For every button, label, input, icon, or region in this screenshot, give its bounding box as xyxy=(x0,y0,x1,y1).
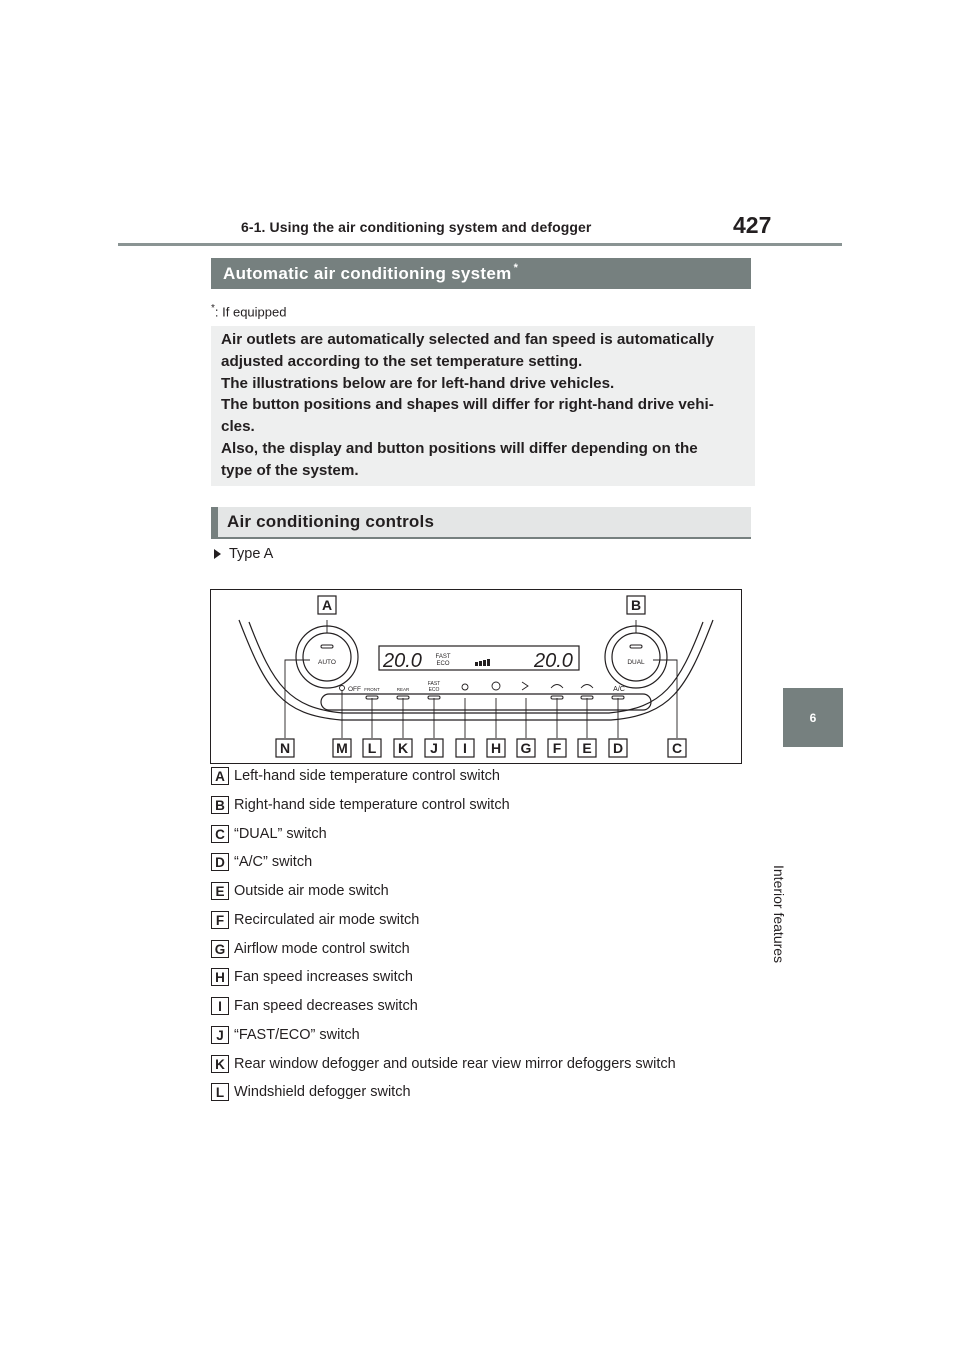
display-eco-label: ECO xyxy=(436,661,450,667)
header-divider xyxy=(118,243,842,246)
triangle-bullet-icon xyxy=(214,549,221,559)
legend-item xyxy=(211,1054,676,1074)
footnote xyxy=(211,303,286,319)
recirculate-icon xyxy=(551,685,563,689)
right-knob-outer xyxy=(605,626,667,688)
legend-item xyxy=(211,795,510,815)
legend-text: Fan speed increases switch xyxy=(234,969,413,985)
left-knob-indicator xyxy=(321,645,333,648)
section-title-bar xyxy=(211,258,751,289)
legend-item xyxy=(211,967,413,987)
callout-e: E xyxy=(582,740,592,756)
off-button-label: OFF xyxy=(348,686,361,693)
chapter-title-vertical xyxy=(771,758,804,964)
callout-b: B xyxy=(630,597,642,613)
legend-key: B xyxy=(211,796,229,814)
legend-key: C xyxy=(211,825,229,843)
legend-item xyxy=(211,824,327,844)
info-line: The illustrations below are for left-hand drive vehicles. xyxy=(221,374,615,392)
legend-item xyxy=(211,996,418,1016)
type-label-text: Type A xyxy=(229,546,274,562)
legend-text: Fan speed decreases switch xyxy=(234,998,418,1014)
legend-text: Left-hand side temperature control switch xyxy=(234,768,500,784)
legend-text: Outside air mode switch xyxy=(234,883,389,899)
callout-n: N xyxy=(279,740,291,756)
legend-key: J xyxy=(211,1026,229,1044)
callout-g: G xyxy=(520,740,532,756)
fan-off-icon xyxy=(340,686,345,691)
left-knob xyxy=(303,633,351,681)
legend-key: H xyxy=(211,968,229,986)
legend-text: “DUAL” switch xyxy=(234,826,327,842)
legend-text: Airflow mode control switch xyxy=(234,941,410,957)
control-panel-illustration xyxy=(211,590,741,763)
legend-key: K xyxy=(211,1055,229,1073)
info-line: Air outlets are automatically selected and fan speed is automatically xyxy=(221,331,714,348)
legend-text: “FAST/ECO” switch xyxy=(234,1027,360,1043)
legend-key: F xyxy=(211,911,229,929)
fan-low-icon xyxy=(462,684,468,690)
callout-h: H xyxy=(490,740,502,756)
chapter-number: 6 xyxy=(809,710,817,725)
display-fast-label: FAST xyxy=(435,654,451,660)
airflow-icon xyxy=(522,682,528,690)
legend-key: G xyxy=(211,940,229,958)
legend-item xyxy=(211,1025,360,1045)
section-asterisk: * xyxy=(513,261,519,274)
outside-air-icon xyxy=(581,685,593,689)
chapter-title: Interior features xyxy=(771,865,787,964)
callout-a: A xyxy=(321,597,333,613)
footnote-text: : If equipped xyxy=(214,304,287,320)
callout-i: I xyxy=(463,740,467,756)
footnote-mark: * xyxy=(211,303,215,314)
right-knob xyxy=(612,633,660,681)
legend-text: Rear window defogger and outside rear view mirror defoggers switch xyxy=(234,1056,676,1072)
auto-label: AUTO xyxy=(318,659,336,666)
legend-item xyxy=(211,852,312,872)
legend-key: E xyxy=(211,882,229,900)
callout-k: K xyxy=(397,740,409,756)
info-box xyxy=(211,326,755,486)
legend-text: Recirculated air mode switch xyxy=(234,912,420,928)
section-title: Automatic air conditioning system xyxy=(223,263,512,283)
callout-f: F xyxy=(552,740,562,756)
callout-l: L xyxy=(367,740,377,756)
right-temp-display: 20.0 xyxy=(534,650,573,672)
type-label xyxy=(214,546,273,562)
front-defog-label: FRONT xyxy=(364,687,380,692)
legend-key: I xyxy=(211,997,229,1015)
legend-key: L xyxy=(211,1083,229,1101)
rear-defog-label: REAR xyxy=(396,687,410,692)
chapter-tab[interactable] xyxy=(783,688,843,747)
control-panel-figure xyxy=(210,589,742,764)
info-line: adjusted according to the set temperature setting. xyxy=(221,352,583,370)
eco-button-label: ECO xyxy=(428,687,440,693)
legend-key: A xyxy=(211,767,229,785)
legend-text: Right-hand side temperature control switch xyxy=(234,797,510,813)
ac-button-label: A/C xyxy=(613,686,625,693)
legend-item xyxy=(211,939,410,959)
legend-key: D xyxy=(211,853,229,871)
legend-item xyxy=(211,766,500,786)
dual-label: DUAL xyxy=(627,659,645,666)
left-temp-display: 20.0 xyxy=(383,650,422,672)
header-section-title: 6-1. Using the air conditioning system and defogger xyxy=(241,219,592,235)
fast-button-label: FAST xyxy=(427,681,441,687)
legend-item xyxy=(211,1082,411,1102)
page-number: 427 xyxy=(733,212,772,238)
subsection-title-bar xyxy=(211,507,751,539)
info-line: The button positions and shapes will differ for right-hand drive vehi- xyxy=(221,396,714,414)
right-knob-indicator xyxy=(630,645,642,648)
left-knob-outer xyxy=(296,626,358,688)
info-line: Also, the display and button positions will differ depending on the xyxy=(221,439,698,457)
fan-level-bars-icon xyxy=(475,659,490,666)
legend-text: Windshield defogger switch xyxy=(234,1084,411,1100)
legend-text: “A/C” switch xyxy=(234,854,313,870)
info-line: cles. xyxy=(221,418,255,436)
fan-high-icon xyxy=(492,682,500,690)
legend-item xyxy=(211,910,419,930)
callout-d: D xyxy=(612,740,624,756)
callout-j: J xyxy=(430,740,438,756)
callout-m: M xyxy=(336,740,348,756)
callout-c: C xyxy=(671,740,683,756)
subsection-title: Air conditioning controls xyxy=(227,512,435,531)
legend-item xyxy=(211,881,389,901)
info-line: type of the system. xyxy=(221,461,359,479)
